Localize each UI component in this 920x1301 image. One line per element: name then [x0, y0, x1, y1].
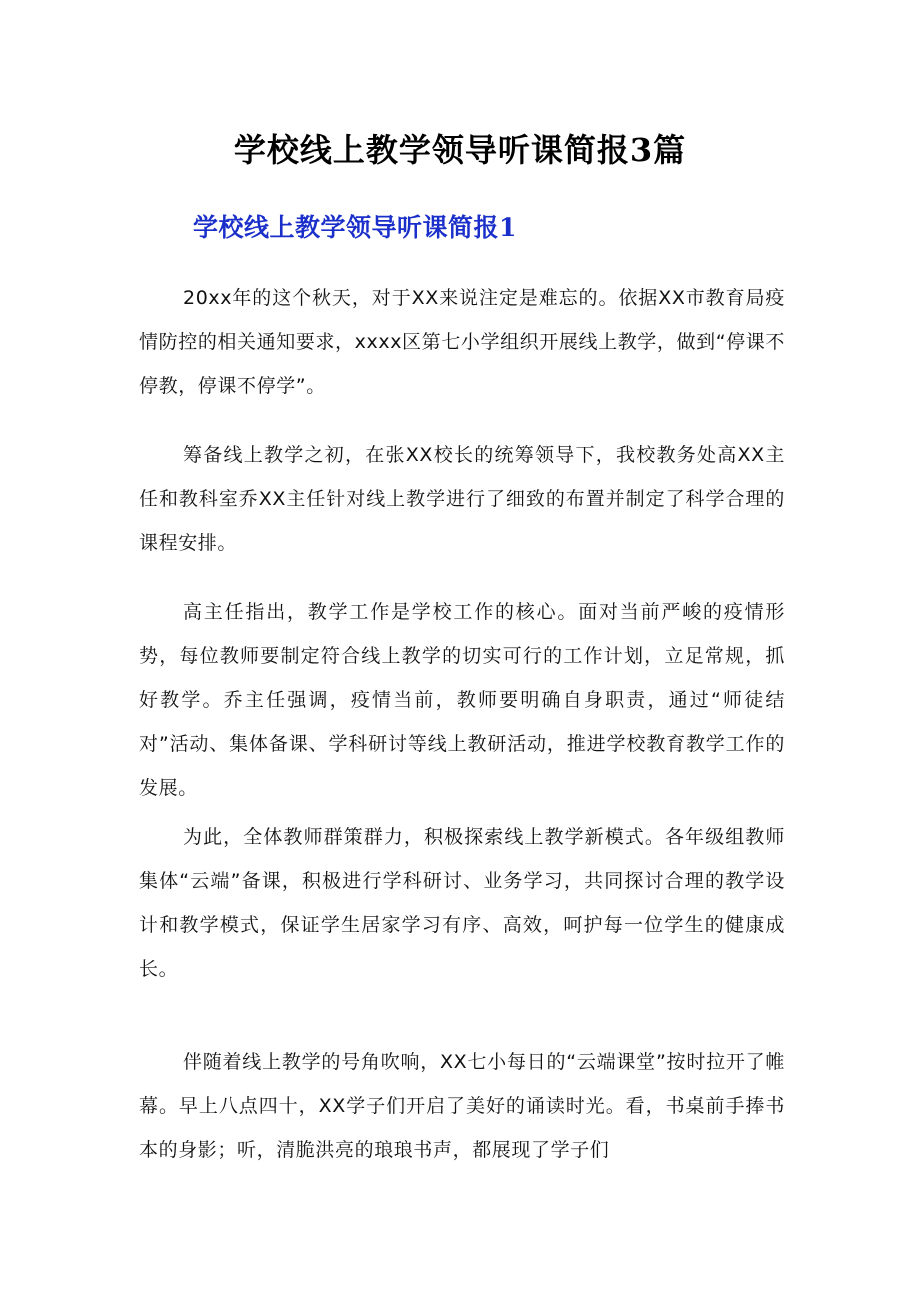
- paragraph-5: 伴随着线上教学的号角吹响，XX七小每日的“云端课堂”按时拉开了帷幕。早上八点四十，XX学子们开启了美好的诵读时光。看，书桌前手捧书本的身影；听，清脆洪亮的琅琅书声，都展现了学子们: [139, 1051, 785, 1161]
- paragraph-4: 为此，全体教师群策群力，积极探索线上教学新模式。各年级组教师集体“云端”备课，积极进行学科研讨、业务学习，共同探讨合理的教学设计和教学模式，保证学生居家学习有序、高效，呵护每一位学生的健康成长。: [139, 826, 785, 980]
- document-title: 学校线上教学领导听课简报3篇: [233, 131, 687, 169]
- paragraph-1: 20xx年的这个秋天，对于XX来说注定是难忘的。依据XX市教育局疫情防控的相关通知要求，xxxx区第七小学组织开展线上教学，做到“停课不停教，停课不停学”。: [139, 287, 785, 397]
- section-heading: 学校线上教学领导听课简报1: [193, 213, 517, 242]
- paragraph-3: 高主任指出，教学工作是学校工作的核心。面对当前严峻的疫情形势，每位教师要制定符合线上教学的切实可行的工作计划，立足常规，抓好教学。乔主任强调，疫情当前，教师要明确自身职责，通过“师徒结对”活动、集体备课、学科研讨等线上教研活动，推进学校教育教学工作的发展。: [139, 601, 785, 799]
- paragraph-2: 筹备线上教学之初，在张XX校长的统筹领导下，我校教务处高XX主任和教科室乔XX主任针对线上教学进行了细致的布置并制定了科学合理的课程安排。: [139, 444, 785, 554]
